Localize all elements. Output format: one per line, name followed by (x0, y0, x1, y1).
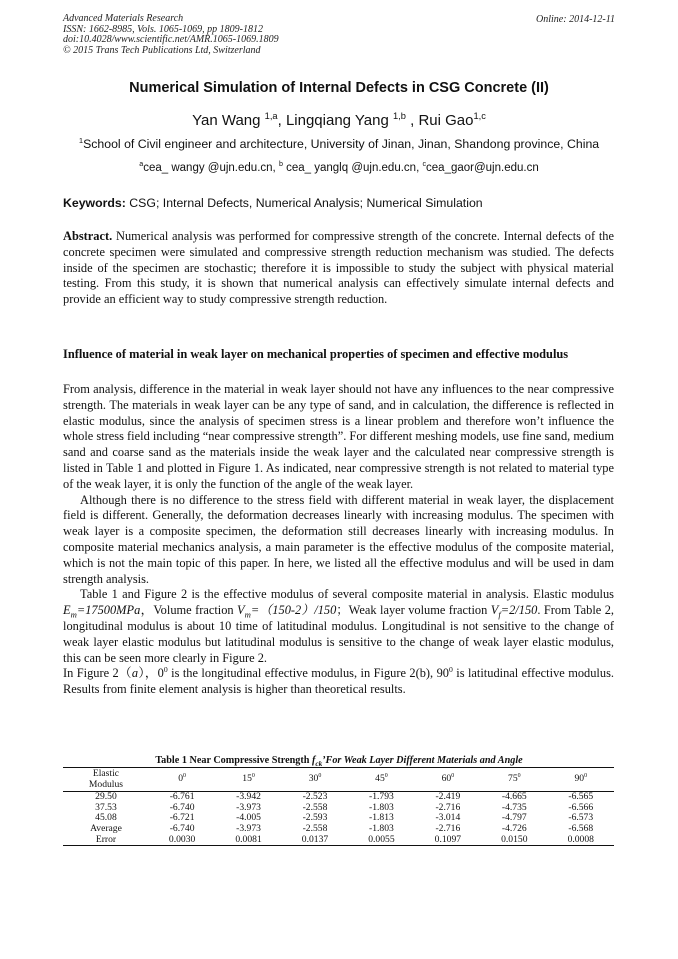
table-cell: -3.973 (236, 822, 261, 834)
caption-symbol (312, 755, 523, 769)
table-cell: -6.740 (169, 801, 195, 813)
email-sup: a (139, 160, 144, 169)
table-row (63, 813, 614, 824)
table-cell: -3.014 (435, 812, 461, 824)
degree-sup: 0 (163, 665, 168, 675)
table-cell: -2.593 (302, 812, 328, 824)
copyright: © 2015 Trans Tech Publications Ltd, Switzerland (63, 44, 261, 56)
table-cell: -6.566 (568, 801, 594, 813)
paragraph-text: In Figure 2（ (63, 666, 132, 681)
caption-text: Table 1 Near Compressive Strength (155, 755, 312, 766)
affiliation-text: School of Civil engineer and architecture, University of Jinan, Jinan, Shandong province, China (83, 137, 600, 151)
journal-name: Advanced Materials Research (63, 13, 184, 24)
table-cell: -4.797 (501, 812, 527, 824)
table-row (63, 835, 614, 846)
table-cell: 0.0008 (548, 835, 614, 846)
paragraph-text: Table 1 and Figure 2 is the effective modulus of several composite material in analysis. Elastic modulus (80, 587, 614, 602)
table-header-cell: $75^0$ (481, 768, 547, 792)
math-var: a (131, 666, 139, 681)
email-sup: b (278, 160, 283, 169)
email-address: cea_ wangy @ujn.edu.cn, (143, 162, 276, 174)
table-cell: -2.558 (302, 822, 328, 834)
table-cell: -2.419 (435, 791, 461, 803)
paragraph-text: is the longitudinal effective modulus, in Figure 2(b), 90 (167, 666, 449, 681)
keywords-label: Keywords: (63, 196, 126, 210)
abstract-text: Numerical analysis was performed for compressive strength of the concrete. Internal defects of the concrete specimen were simulated and compressive strength reduction mechanism was studied. The defects inside of the specimen are stochastic; therefore it is impossible to study the subject with physical material testing. From this study, it is shown that numerical analysis can effectively simulate internal defects and provide an efficient way to study compressive strength reduction. (63, 229, 614, 307)
journal-header (63, 14, 279, 56)
keywords (63, 196, 483, 210)
doi: doi:10.4028/www.scientific.net/AMR.1065-1069.1809 (63, 34, 279, 46)
row-label: 29.50 (95, 791, 117, 803)
table-cell: -6.761 (169, 791, 195, 803)
author-sup: 1,c (473, 111, 486, 121)
table-cell: -4.005 (236, 812, 261, 824)
email-address: cea_gaor@ujn.edu.cn (426, 162, 539, 174)
row-label: 37.53 (95, 801, 117, 813)
table-cell: -4.735 (501, 801, 527, 813)
email-address: cea_ yanglq @ujn.edu.cn, (286, 162, 420, 174)
issn: ISSN: 1662-8985, Vols. 1065-1069, pp 1809-1812 (63, 23, 263, 35)
paragraph-text: ），0 (138, 666, 164, 681)
header-line: Modulus (88, 778, 124, 790)
table-row (63, 803, 614, 814)
math-sub: m (244, 609, 251, 620)
table-cell: -6.568 (568, 822, 594, 834)
data-table (63, 767, 614, 846)
author-name: Rui Gao (418, 112, 474, 129)
math-value: =（150-2）/150 (250, 603, 337, 618)
table-header-cell: $0^0$ (149, 768, 215, 792)
row-label: Average (90, 822, 122, 834)
table-cell: -2.716 (435, 822, 461, 834)
table-cell: -6.565 (568, 791, 594, 803)
table-cell: -4.665 (501, 791, 527, 803)
math-symbol (237, 603, 337, 620)
affiliation-sup: 1 (78, 135, 84, 145)
math-value: =17500MPa (76, 603, 141, 618)
author-name: Lingqiang Yang (285, 112, 389, 129)
table-header-row (63, 768, 614, 792)
math-value: =2/150 (500, 603, 538, 618)
caption-var: f (312, 755, 316, 766)
email-sup: c (422, 160, 427, 169)
abstract (63, 229, 614, 308)
table-cell: -2.523 (302, 791, 328, 803)
table-row (63, 792, 614, 803)
table-cell: 0.0137 (282, 835, 348, 846)
table-cell: 0.1097 (415, 835, 481, 846)
table-cell: -2.558 (302, 801, 328, 813)
caption-text: ’For Weak Layer Different Materials and Angle (322, 755, 523, 766)
paragraph: From analysis, difference in the material in weak layer should not have any influences to the near compressive strength. The materials in weak layer can be any type of sand, and in calculation, the difference is reflected in elastic modulus, since the analysis of specimen stress is a linear problem and therefore won’t influence the whole stress field including “near compressive strength”. For different meshing models, use fine sand, medium sand and coarse sand as the materials inside the weak layer and the calculated near compressive strength is listed in Table 1 and plotted in Figure 1. As indicated, near compressive strength is not related to material type of the weak layer, it is only the function of the angle of the weak layer. (63, 382, 614, 491)
row-label: Error (63, 835, 149, 846)
paragraph-text: ，Volume fraction (140, 603, 234, 618)
paper-title: Numerical Simulation of Internal Defects in CSG Concrete (II) (129, 80, 549, 96)
header-line: Elastic (92, 768, 119, 779)
table-cell: -1.813 (369, 812, 394, 824)
author-list: Yan Wang $^{1,a}$, Lingqiang Yang $^{1,b}$ , Rui Gao$^{1,c}$ (192, 111, 486, 129)
paragraph-text: is latitudinal effective modulus. Results from finite element analysis is higher than theoretical results. (63, 666, 614, 697)
table-cell: -1.793 (369, 791, 394, 803)
email-list (0, 162, 678, 174)
math-symbol (63, 603, 141, 620)
table-cell: -6.721 (169, 812, 195, 824)
table-cell: -6.740 (169, 822, 195, 834)
table-header-cell: $60^0$ (415, 768, 481, 792)
section-heading: Influence of material in weak layer on mechanical properties of specimen and effective modulus (63, 347, 569, 361)
table-cell: -1.803 (369, 822, 394, 834)
table-cell: 0.0030 (149, 835, 215, 846)
table-header-cell: $30^0$ (282, 768, 348, 792)
author-sup: 1,b (393, 111, 406, 121)
table-cell: 0.0055 (348, 835, 414, 846)
table-cell: -6.573 (568, 812, 594, 824)
math-symbol (490, 603, 538, 620)
keywords-text: CSG; Internal Defects, Numerical Analysis; Numerical Simulation (129, 196, 483, 210)
table-header-cell: $15^0$ (215, 768, 281, 792)
math-sub: f (498, 609, 501, 620)
author-name: Yan Wang (192, 112, 261, 129)
author-sup: 1,a (264, 111, 278, 121)
table-cell: 0.0150 (481, 835, 547, 846)
paragraph (63, 666, 614, 698)
affiliation (0, 137, 678, 151)
paragraph: Although there is no difference to the stress field with different material in weak layer, the displacement field is different. Generally, the deformation decreases linearly with increasing modulus. The specimen with weak layer is a composite specimen, the deformation still decreases linearly with increasing modulus. In composite material mechanics analysis, a main parameter is the effective modulus of the composite material, which is not the main topic of this paper. In here, we listed all the effective modulus and will be used in dam strength analysis. (63, 492, 614, 586)
table-header-cell: $90^0$ (548, 768, 614, 792)
table-cell: -1.803 (369, 801, 394, 813)
math-sub: m (70, 609, 77, 620)
table-header-cell: $45^0$ (348, 768, 414, 792)
body-text (63, 382, 614, 698)
abstract-label: Abstract. (63, 229, 113, 243)
degree-sup: 0 (448, 665, 453, 675)
caption-sub: ck (315, 760, 323, 769)
row-label: 45.08 (95, 812, 117, 824)
online-date: Online: 2014-12-11 (536, 14, 615, 25)
paragraph-text: . From Table 2, longitudinal modulus is about 10 time of latitudinal modulus. Longitudinal is not sensitive to the change of weak layer elastic modulus but latitudinal modulus is sensitive to the change of weak layer elastic modulus, this can be seen more clearly in Figure 2. (63, 603, 614, 665)
math-var: V (237, 603, 245, 618)
table-caption (0, 755, 678, 769)
table-cell: -3.942 (236, 791, 261, 803)
table-cell: -4.726 (501, 822, 527, 834)
table-header-cell (63, 768, 149, 792)
table-row (63, 824, 614, 835)
table-cell: 0.0081 (215, 835, 281, 846)
paragraph-text: ；Weak layer volume fraction (336, 603, 488, 618)
math-var: V (490, 603, 499, 618)
math-var: E (63, 603, 71, 618)
paragraph (63, 587, 614, 666)
table-cell: -2.716 (435, 801, 461, 813)
table-cell: -3.973 (236, 801, 261, 813)
